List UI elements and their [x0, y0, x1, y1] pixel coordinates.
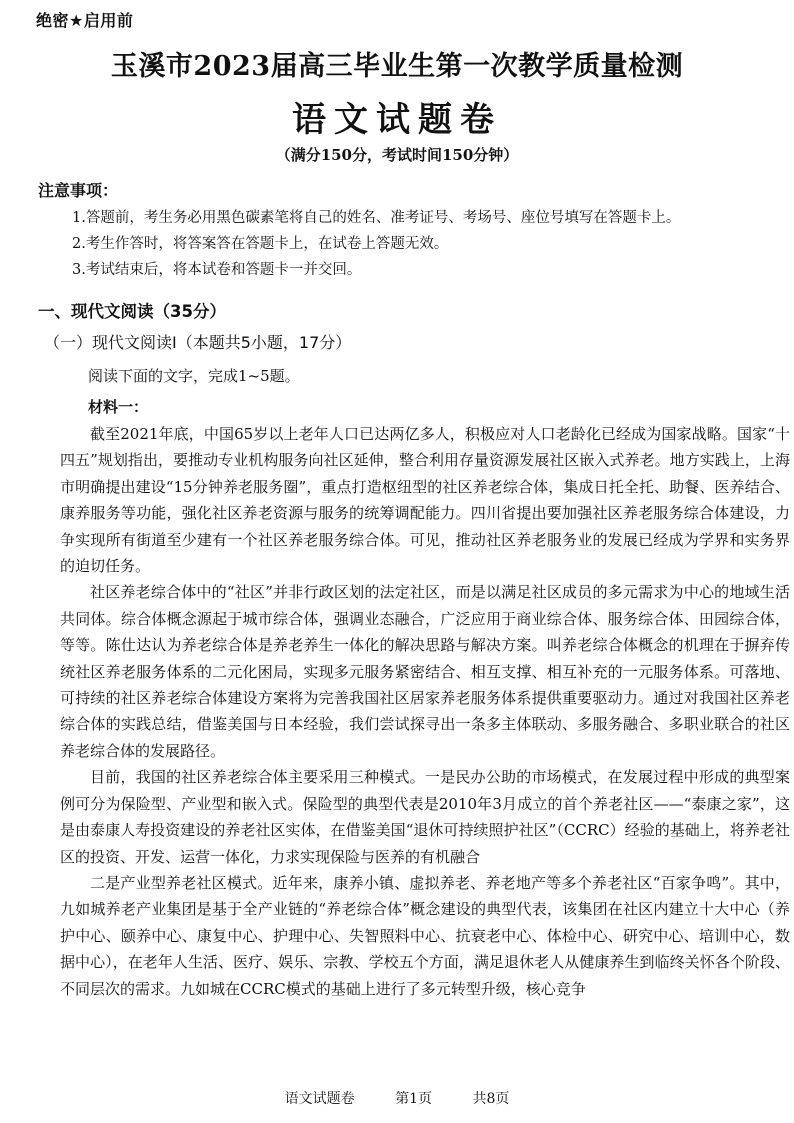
notice-item: 2.考生作答时，将答案答在答题卡上，在试卷上答题无效。	[72, 236, 449, 252]
sub-title: 语文试题卷	[292, 100, 502, 140]
passage-paragraph: 社区养老综合体中的“社区”并非行政区划的法定社区，而是以满足社区成员的多元需求为中心的地域生活共同体。综合体概念源起于城市综合体，强调业态融合，广泛应用于商业综合体、服务综合体、田园综合体，等等。陈仕达认为养老综合体是养老养生一体化的解决思路与解决方案。叫养老综合体概念的机理在于摒弃传统社区养老服务体系的二元化困局，实现多元服务紧密结合、相互支撑、相互补充的一元服务体系。可落地、可持续的社区养老综合体建设方案将为完善我国社区居家养老服务体系提供重要驱动力。通过对我国社区养老综合体的实践总结，借鉴美国与日本经验，我们尝试探寻出一条多主体联动、多服务融合、多职业联合的社区养老综合体的发展路径。	[60, 583, 790, 760]
footer-total-pages: 共8页	[472, 1091, 510, 1107]
passage-paragraph: 截至2021年底，中国65岁以上老年人口已达两亿多人，积极应对人口老龄化已经成为国家战略。国家“十四五”规划指出，要推动专业机构服务向社区延伸，整合利用存量资源发展社区嵌入式养老。地方实践上，上海市明确提出建设“15分钟养老服务圈”，重点打造枢纽型的社区养老综合体，集成日托全托、助餐、医养结合、康养服务等功能，强化社区养老资源与服务的统筹调配能力。四川省提出要加强社区养老服务综合体建设，力争实现所有街道至少建有一个社区养老服务综合体。可见，推动社区养老服务业的发展已经成为学界和实务界的迫切任务。	[60, 425, 790, 576]
section-heading: 一、现代文阅读（35分）	[38, 302, 226, 321]
footer-doc-name: 语文试题卷	[284, 1091, 355, 1107]
passage-paragraph: 目前，我国的社区养老综合体主要采用三种模式。一是民办公助的市场模式，在发展过程中形成的典型案例可分为保险型、产业型和嵌入式。保险型的典型代表是2010年3月成立的首个养老社区——“泰康之家”，这是由泰康人寿投资建设的养老社区实体，在借鉴美国“退休可持续照护社区”（CCRC）经验的基础上，将养老社区的投资、开发、运营一体化，力求实现保险与医养的有机融合	[60, 768, 790, 866]
reading-instruction: 阅读下面的文字，完成1~5题。	[88, 367, 300, 385]
main-title: 玉溪市2023届高三毕业生第一次教学质量检测	[110, 51, 684, 82]
footer-page-number: 第1页	[395, 1091, 432, 1107]
material-label: 材料一：	[88, 398, 149, 416]
page-footer	[0, 1088, 794, 1108]
passage-paragraph: 二是产业型养老社区模式。近年来，康养小镇、虚拟养老、养老地产等多个养老社区“百家争鸣”。其中，九如城养老产业集团是基于全产业链的“养老综合体”概念建设的典型代表，该集团在社区内建立十大中心（养护中心、颐养中心、康复中心、护理中心、失智照料中心、抗衰老中心、体检中心、研究中心、培训中心，数据中心），在老年人生活、医疗、娱乐、宗教、学校五个方面，满足退休老人从健康养生到临终关怀各个阶段、不同层次的需求。九如城在CCRC模式的基础上进行了多元转型升级，核心竞争	[60, 873, 790, 998]
notice-heading: 注意事项：	[38, 181, 119, 200]
subsection-heading: （一）现代文阅读Ⅰ（本题共5小题，17分）	[44, 333, 352, 352]
notice-item: 3.考试结束后，将本试卷和答题卡一并交回。	[72, 262, 362, 278]
notice-item: 1.答题前，考生务必用黑色碳素笔将自己的姓名、准考证号、考场号、座位号填写在答题卡上。	[72, 210, 681, 226]
secret-mark: 绝密★启用前	[36, 11, 134, 30]
score-note: （满分150分，考试时间150分钟）	[275, 146, 519, 164]
reading-passage	[60, 421, 790, 1002]
